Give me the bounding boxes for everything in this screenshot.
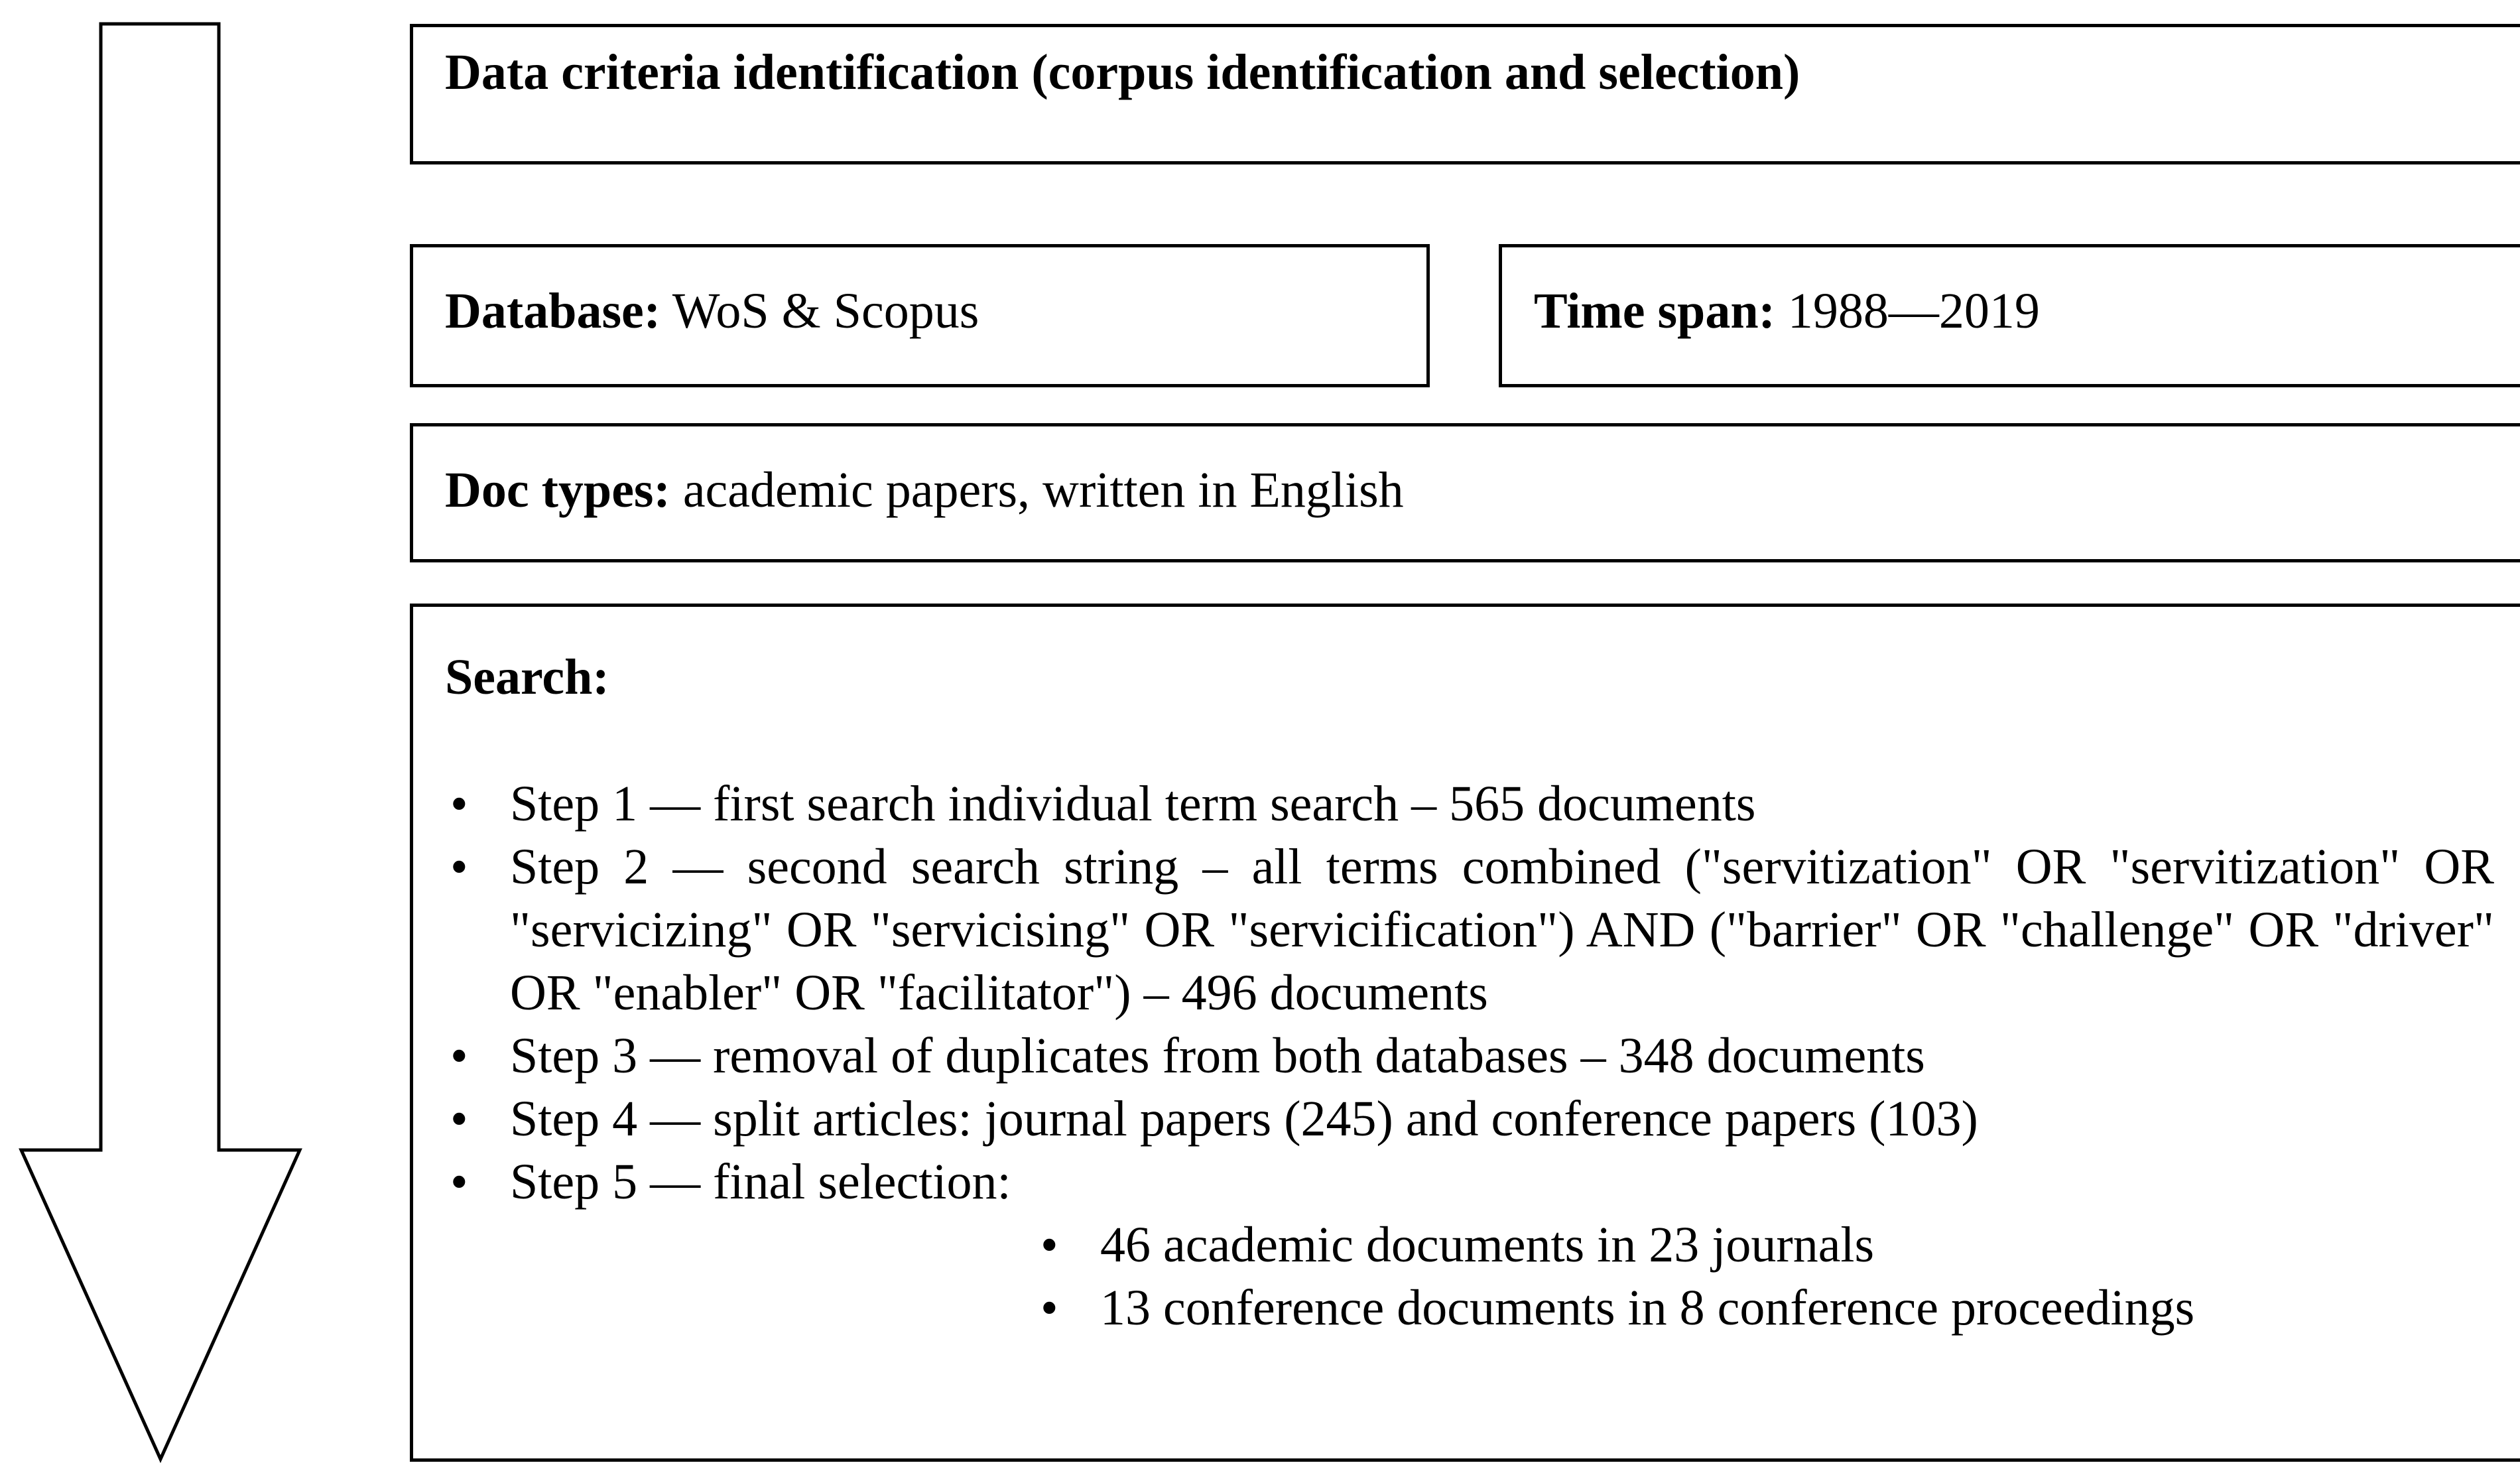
database-box: [410, 244, 1430, 387]
search-step-text: Step 2 — second search string – all terms combined ("servitization" OR "servitization" OR "servicizing" OR "servicising" OR "servicification") AND ("barrier" OR "challenge" OR "driver" OR "enabler" OR "facilitator") – 496 documents: [510, 839, 2494, 1021]
doctypes-label: Doc types:: [445, 462, 670, 518]
final-selection-item: [1035, 1277, 2494, 1340]
timespan-line: [1534, 281, 2040, 342]
doctypes-value: academic papers, written in English: [682, 462, 1404, 518]
criteria-title-box: [410, 24, 2520, 164]
search-step-3: [445, 1025, 2494, 1088]
search-step-4: [445, 1088, 2494, 1151]
final-selection-text: 13 conference documents in 8 conference proceedings: [1100, 1280, 2195, 1336]
flow-down-arrow-shape: [21, 24, 300, 1459]
final-selection-text: 46 academic documents in 23 journals: [1100, 1217, 1875, 1273]
criteria-title: Data criteria identification (corpus identification and selection): [445, 44, 1800, 100]
bullet-icon: •: [1040, 1217, 1058, 1273]
bullet-icon: •: [1040, 1280, 1058, 1336]
bullet-icon: •: [450, 1091, 468, 1147]
search-steps-list: [445, 773, 2494, 1340]
timespan-box: [1499, 244, 2520, 387]
bullet-icon: •: [450, 1028, 468, 1084]
database-label: Database:: [445, 283, 661, 339]
doctypes-line: [445, 460, 1404, 521]
doctypes-box: [410, 423, 2520, 562]
final-selection-item: [1035, 1214, 2494, 1277]
bullet-icon: •: [450, 1154, 468, 1210]
search-step-5: [445, 1151, 2494, 1340]
search-step-text: Step 3 — removal of duplicates from both databases – 348 documents: [510, 1028, 1925, 1084]
database-value: WoS & Scopus: [672, 283, 979, 339]
bullet-icon: •: [450, 776, 468, 832]
timespan-value: 1988—2019: [1787, 283, 2040, 339]
search-step-1: [445, 773, 2494, 836]
search-label: Search:: [445, 649, 609, 705]
search-step-text: Step 1 — first search individual term search – 565 documents: [510, 776, 1756, 832]
search-step-2: [445, 836, 2494, 1025]
database-line: [445, 281, 979, 342]
final-selection-list: [510, 1214, 2494, 1340]
bullet-icon: •: [450, 839, 468, 895]
timespan-label: Time span:: [1534, 283, 1775, 339]
search-box: [410, 604, 2520, 1462]
search-step-text: Step 4 — split articles: journal papers (245) and conference papers (103): [510, 1091, 1978, 1147]
search-step-text: Step 5 — final selection:: [510, 1154, 1011, 1210]
